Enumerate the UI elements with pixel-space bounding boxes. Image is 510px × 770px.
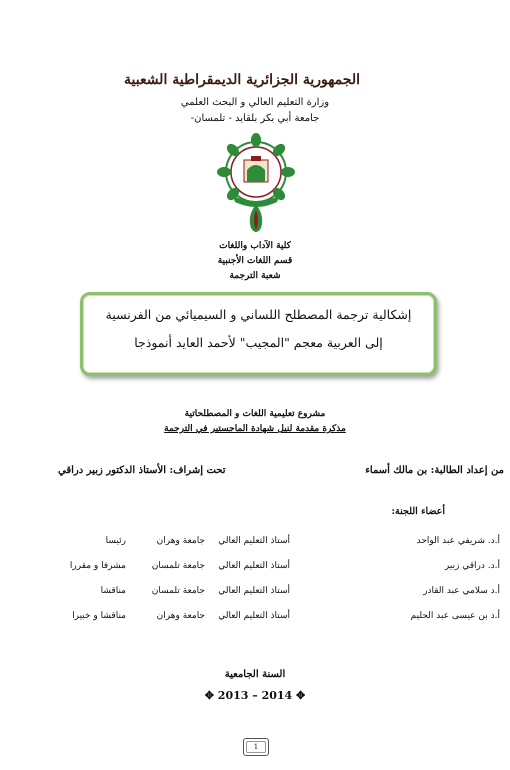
jury-name: أ.د بن عيسى عبد الحليم <box>410 611 500 621</box>
jury-name: أ.د. شريفي عبد الواحد <box>416 536 500 546</box>
thesis-title-line-1: إشكالية ترجمة المصطلح اللساني و السيميائي من الفرنسية <box>105 307 412 322</box>
jury-row <box>0 586 510 606</box>
ministry-name: وزارة التعليم العالي و البحث العلمي <box>180 97 330 108</box>
jury-university: جامعة وهران <box>156 611 205 621</box>
jury-rank: أستاذ التعليم العالي <box>218 561 290 571</box>
jury-rank: أستاذ التعليم العالي <box>218 611 290 621</box>
supervisor-name: تحت إشراف: الأستاذ الدكتور زبير دراقي <box>58 465 226 476</box>
ornament-icon: ✥ <box>204 689 218 702</box>
republic-heading: الجمهورية الجزائرية الديمقراطية الشعبية <box>123 72 360 88</box>
thesis-title-frame <box>80 292 437 376</box>
jury-role: مناقشا <box>100 586 126 596</box>
jury-rank: أستاذ التعليم العالي <box>218 536 290 546</box>
university-seal-icon <box>211 130 301 240</box>
jury-name: أ.د. دراقي زبير <box>444 561 500 571</box>
faculty-name: كلية الآداب واللغات <box>219 241 291 251</box>
jury-role: مناقشا و خبيرا <box>72 611 126 621</box>
jury-rank: أستاذ التعليم العالي <box>218 586 290 596</box>
ornament-icon: ✥ <box>292 689 306 702</box>
jury-name: أ.د سلامي عبد القادر <box>423 586 500 596</box>
jury-university: جامعة تلمسان <box>151 586 205 596</box>
university-logo <box>211 130 301 240</box>
page-number: 1 <box>243 738 269 756</box>
jury-row <box>0 536 510 556</box>
section-name: شعبة الترجمة <box>229 271 281 281</box>
jury-role: مشرفا و مقررا <box>69 561 126 571</box>
memo-description <box>0 424 510 434</box>
committee-heading: أعضاء اللجنة: <box>391 506 445 517</box>
jury-row <box>0 561 510 581</box>
academic-year-label: السنة الجامعية <box>224 669 286 680</box>
thesis-title-line-2: إلى العربية معجم "المجيب" لأحمد العايد أنموذجا <box>134 335 383 350</box>
department-name: قسم اللغات الأجنبية <box>217 256 293 266</box>
student-name: من إعداد الطالبة: بن مالك أسماء <box>365 465 504 476</box>
jury-university: جامعة وهران <box>156 536 205 546</box>
jury-university: جامعة تلمسان <box>151 561 205 571</box>
university-name: جامعة أبي بكر بلقايد - تلمسان- <box>190 113 320 124</box>
academic-year-value <box>0 689 510 702</box>
jury-role: رئيسا <box>105 536 126 546</box>
jury-row <box>0 611 510 631</box>
academic-year-text: 2013 – 2014 <box>217 689 293 702</box>
project-name: مشروع تعليمية اللغات و المصطلحاتية <box>184 409 326 419</box>
memo-text: مذكرة مقدمة لنيل شهادة الماجستير في الترجمة <box>164 424 346 434</box>
